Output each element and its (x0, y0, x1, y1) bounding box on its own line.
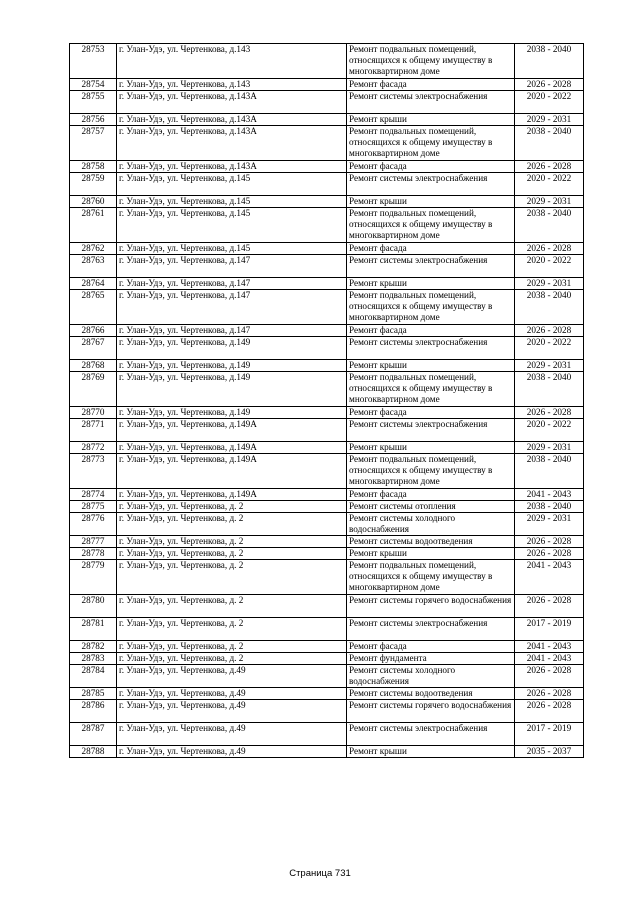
row-number: 28785 (70, 688, 117, 700)
row-number: 28772 (70, 442, 117, 454)
row-period: 2038 - 2040 (515, 290, 584, 325)
row-period: 2020 - 2022 (515, 337, 584, 360)
row-number: 28775 (70, 501, 117, 513)
table-row (70, 723, 584, 746)
row-address: г. Улан-Удэ, ул. Чертенкова, д.147 (117, 290, 347, 325)
row-work-type: Ремонт подвальных помещений, относящихся к общему имуществу в многоквартирном доме (347, 290, 515, 325)
row-period: 2041 - 2043 (515, 489, 584, 501)
table-row (70, 454, 584, 489)
row-work-type: Ремонт крыши (347, 360, 515, 372)
row-period: 2026 - 2028 (515, 79, 584, 91)
row-number: 28768 (70, 360, 117, 372)
row-address: г. Улан-Удэ, ул. Чертенкова, д.49 (117, 723, 347, 746)
row-number: 28760 (70, 196, 117, 208)
row-number: 28765 (70, 290, 117, 325)
row-address: г. Улан-Удэ, ул. Чертенкова, д.143А (117, 161, 347, 173)
row-work-type: Ремонт системы электроснабжения (347, 618, 515, 641)
row-period: 2020 - 2022 (515, 91, 584, 114)
row-work-type: Ремонт системы электроснабжения (347, 723, 515, 746)
row-work-type: Ремонт крыши (347, 548, 515, 560)
row-address: г. Улан-Удэ, ул. Чертенкова, д. 2 (117, 641, 347, 653)
row-period: 2026 - 2028 (515, 688, 584, 700)
row-number: 28781 (70, 618, 117, 641)
row-period: 2029 - 2031 (515, 278, 584, 290)
row-address: г. Улан-Удэ, ул. Чертенкова, д. 2 (117, 536, 347, 548)
row-period: 2038 - 2040 (515, 501, 584, 513)
row-work-type: Ремонт фасада (347, 489, 515, 501)
table-row (70, 278, 584, 290)
row-period: 2035 - 2037 (515, 746, 584, 758)
row-work-type: Ремонт подвальных помещений, относящихся к общему имуществу в многоквартирном доме (347, 44, 515, 79)
table-row (70, 419, 584, 442)
row-number: 28782 (70, 641, 117, 653)
row-number: 28773 (70, 454, 117, 489)
row-period: 2041 - 2043 (515, 653, 584, 665)
row-period: 2017 - 2019 (515, 618, 584, 641)
row-address: г. Улан-Удэ, ул. Чертенкова, д.147 (117, 278, 347, 290)
row-work-type: Ремонт системы электроснабжения (347, 419, 515, 442)
row-number: 28766 (70, 325, 117, 337)
row-address: г. Улан-Удэ, ул. Чертенкова, д. 2 (117, 548, 347, 560)
row-work-type: Ремонт фасада (347, 161, 515, 173)
table-row (70, 548, 584, 560)
row-period: 2026 - 2028 (515, 407, 584, 419)
row-number: 28777 (70, 536, 117, 548)
row-address: г. Улан-Удэ, ул. Чертенкова, д.49 (117, 746, 347, 758)
page-number: Страница 731 (289, 868, 351, 879)
row-work-type: Ремонт фасада (347, 407, 515, 419)
row-work-type: Ремонт системы водоотведения (347, 688, 515, 700)
row-number: 28780 (70, 595, 117, 618)
row-address: г. Улан-Удэ, ул. Чертенкова, д.147 (117, 255, 347, 278)
table-row (70, 79, 584, 91)
table-row (70, 536, 584, 548)
row-address: г. Улан-Удэ, ул. Чертенкова, д.145 (117, 243, 347, 255)
row-period: 2038 - 2040 (515, 44, 584, 79)
row-period: 2026 - 2028 (515, 548, 584, 560)
row-number: 28753 (70, 44, 117, 79)
row-period: 2029 - 2031 (515, 442, 584, 454)
table-row (70, 560, 584, 595)
table-row (70, 161, 584, 173)
table-row (70, 653, 584, 665)
row-work-type: Ремонт фасада (347, 79, 515, 91)
row-work-type: Ремонт крыши (347, 442, 515, 454)
row-number: 28756 (70, 114, 117, 126)
row-number: 28763 (70, 255, 117, 278)
row-work-type: Ремонт системы водоотведения (347, 536, 515, 548)
row-address: г. Улан-Удэ, ул. Чертенкова, д.149А (117, 454, 347, 489)
row-number: 28761 (70, 208, 117, 243)
row-number: 28770 (70, 407, 117, 419)
row-work-type: Ремонт системы горячего водоснабжения (347, 595, 515, 618)
row-number: 28776 (70, 513, 117, 536)
row-number: 28755 (70, 91, 117, 114)
table-row (70, 243, 584, 255)
row-number: 28758 (70, 161, 117, 173)
row-work-type: Ремонт системы холодного водоснабжения (347, 513, 515, 536)
row-address: г. Улан-Удэ, ул. Чертенкова, д. 2 (117, 513, 347, 536)
row-work-type: Ремонт подвальных помещений, относящихся к общему имуществу в многоквартирном доме (347, 208, 515, 243)
table-row (70, 44, 584, 79)
table-row (70, 501, 584, 513)
row-work-type: Ремонт подвальных помещений, относящихся к общему имуществу в многоквартирном доме (347, 560, 515, 595)
row-number: 28762 (70, 243, 117, 255)
row-address: г. Улан-Удэ, ул. Чертенкова, д. 2 (117, 560, 347, 595)
table-row (70, 746, 584, 758)
table-row (70, 325, 584, 337)
row-work-type: Ремонт крыши (347, 746, 515, 758)
row-period: 2026 - 2028 (515, 700, 584, 723)
row-number: 28788 (70, 746, 117, 758)
row-address: г. Улан-Удэ, ул. Чертенкова, д. 2 (117, 618, 347, 641)
row-number: 28774 (70, 489, 117, 501)
row-address: г. Улан-Удэ, ул. Чертенкова, д.145 (117, 173, 347, 196)
row-address: г. Улан-Удэ, ул. Чертенкова, д.149А (117, 489, 347, 501)
table-body (70, 44, 584, 758)
table-row (70, 407, 584, 419)
row-period: 2026 - 2028 (515, 595, 584, 618)
row-period: 2038 - 2040 (515, 372, 584, 407)
row-work-type: Ремонт системы холодного водоснабжения (347, 665, 515, 688)
table-row (70, 91, 584, 114)
row-number: 28754 (70, 79, 117, 91)
row-work-type: Ремонт системы отопления (347, 501, 515, 513)
table-row (70, 688, 584, 700)
row-address: г. Улан-Удэ, ул. Чертенкова, д.149А (117, 442, 347, 454)
row-number: 28757 (70, 126, 117, 161)
row-period: 2041 - 2043 (515, 641, 584, 653)
table-row (70, 126, 584, 161)
row-address: г. Улан-Удэ, ул. Чертенкова, д. 2 (117, 501, 347, 513)
row-work-type: Ремонт системы электроснабжения (347, 255, 515, 278)
row-work-type: Ремонт крыши (347, 114, 515, 126)
row-period: 2038 - 2040 (515, 126, 584, 161)
row-address: г. Улан-Удэ, ул. Чертенкова, д.49 (117, 688, 347, 700)
table-row (70, 114, 584, 126)
row-number: 28779 (70, 560, 117, 595)
row-work-type: Ремонт системы электроснабжения (347, 337, 515, 360)
table-row (70, 641, 584, 653)
row-address: г. Улан-Удэ, ул. Чертенкова, д.49 (117, 665, 347, 688)
row-work-type: Ремонт фасада (347, 325, 515, 337)
row-number: 28783 (70, 653, 117, 665)
row-address: г. Улан-Удэ, ул. Чертенкова, д.143 (117, 79, 347, 91)
repair-schedule-table (69, 43, 584, 758)
table-row (70, 595, 584, 618)
row-address: г. Улан-Удэ, ул. Чертенкова, д.145 (117, 196, 347, 208)
row-address: г. Улан-Удэ, ул. Чертенкова, д.49 (117, 700, 347, 723)
table-row (70, 489, 584, 501)
row-number: 28771 (70, 419, 117, 442)
row-period: 2020 - 2022 (515, 255, 584, 278)
row-period: 2029 - 2031 (515, 513, 584, 536)
row-period: 2029 - 2031 (515, 196, 584, 208)
table-row (70, 665, 584, 688)
row-work-type: Ремонт подвальных помещений, относящихся к общему имуществу в многоквартирном доме (347, 126, 515, 161)
row-work-type: Ремонт системы электроснабжения (347, 173, 515, 196)
row-address: г. Улан-Удэ, ул. Чертенкова, д.149А (117, 419, 347, 442)
row-period: 2017 - 2019 (515, 723, 584, 746)
row-period: 2029 - 2031 (515, 360, 584, 372)
row-period: 2026 - 2028 (515, 161, 584, 173)
row-work-type: Ремонт системы горячего водоснабжения (347, 700, 515, 723)
table-row (70, 290, 584, 325)
row-address: г. Улан-Удэ, ул. Чертенкова, д. 2 (117, 653, 347, 665)
row-period: 2026 - 2028 (515, 536, 584, 548)
table-row (70, 208, 584, 243)
row-work-type: Ремонт крыши (347, 278, 515, 290)
table-row (70, 442, 584, 454)
row-address: г. Улан-Удэ, ул. Чертенкова, д.143 (117, 44, 347, 79)
table-row (70, 360, 584, 372)
table-row (70, 618, 584, 641)
row-number: 28767 (70, 337, 117, 360)
table-row (70, 372, 584, 407)
table-row (70, 255, 584, 278)
row-number: 28786 (70, 700, 117, 723)
row-address: г. Улан-Удэ, ул. Чертенкова, д.143А (117, 91, 347, 114)
row-work-type: Ремонт подвальных помещений, относящихся к общему имуществу в многоквартирном доме (347, 372, 515, 407)
row-period: 2020 - 2022 (515, 419, 584, 442)
row-period: 2029 - 2031 (515, 114, 584, 126)
row-address: г. Улан-Удэ, ул. Чертенкова, д. 2 (117, 595, 347, 618)
row-work-type: Ремонт крыши (347, 196, 515, 208)
row-work-type: Ремонт фасада (347, 641, 515, 653)
row-work-type: Ремонт фундамента (347, 653, 515, 665)
row-address: г. Улан-Удэ, ул. Чертенкова, д.149 (117, 372, 347, 407)
row-number: 28778 (70, 548, 117, 560)
row-work-type: Ремонт системы электроснабжения (347, 91, 515, 114)
table-row (70, 700, 584, 723)
row-address: г. Улан-Удэ, ул. Чертенкова, д.143А (117, 126, 347, 161)
row-period: 2026 - 2028 (515, 325, 584, 337)
row-period: 2026 - 2028 (515, 243, 584, 255)
row-work-type: Ремонт фасада (347, 243, 515, 255)
table-row (70, 196, 584, 208)
row-number: 28787 (70, 723, 117, 746)
row-number: 28764 (70, 278, 117, 290)
row-period: 2041 - 2043 (515, 560, 584, 595)
row-number: 28769 (70, 372, 117, 407)
table-row (70, 513, 584, 536)
row-number: 28784 (70, 665, 117, 688)
row-period: 2038 - 2040 (515, 208, 584, 243)
table-row (70, 337, 584, 360)
row-address: г. Улан-Удэ, ул. Чертенкова, д.149 (117, 337, 347, 360)
row-address: г. Улан-Удэ, ул. Чертенкова, д.143А (117, 114, 347, 126)
row-period: 2038 - 2040 (515, 454, 584, 489)
row-address: г. Улан-Удэ, ул. Чертенкова, д.147 (117, 325, 347, 337)
row-number: 28759 (70, 173, 117, 196)
row-period: 2026 - 2028 (515, 665, 584, 688)
row-period: 2020 - 2022 (515, 173, 584, 196)
row-work-type: Ремонт подвальных помещений, относящихся к общему имуществу в многоквартирном доме (347, 454, 515, 489)
row-address: г. Улан-Удэ, ул. Чертенкова, д.149 (117, 360, 347, 372)
row-address: г. Улан-Удэ, ул. Чертенкова, д.149 (117, 407, 347, 419)
table-row (70, 173, 584, 196)
row-address: г. Улан-Удэ, ул. Чертенкова, д.145 (117, 208, 347, 243)
